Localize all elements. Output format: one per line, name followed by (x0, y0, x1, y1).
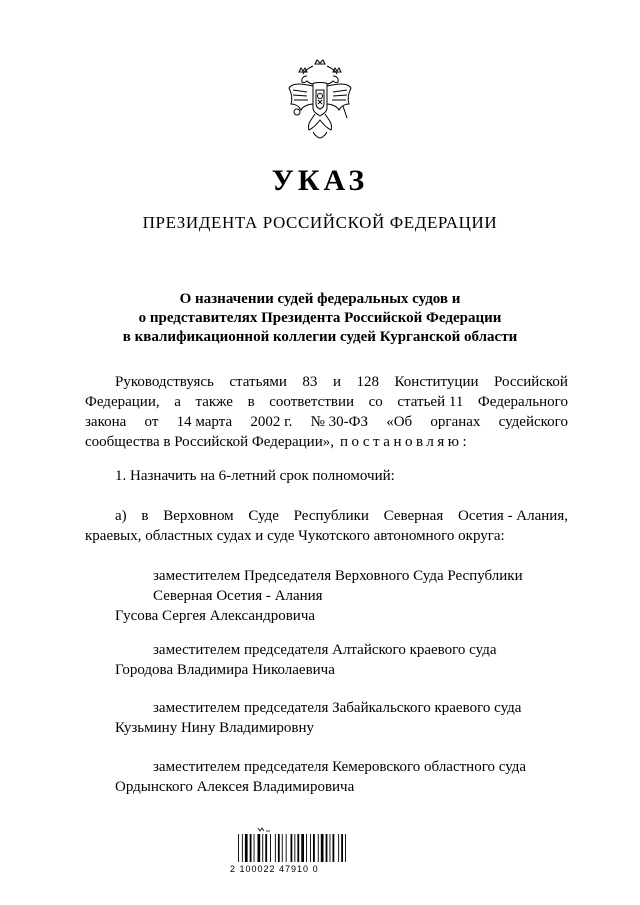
preamble-text: сообщества в Российской Федерации», (85, 434, 334, 450)
word: органах (430, 414, 481, 430)
issuer-subtitle: ПРЕЗИДЕНТА РОССИЙСКОЙ ФЕДЕРАЦИИ (142, 213, 498, 232)
preamble-line (85, 392, 568, 412)
word: Руководствуясь (115, 374, 214, 390)
resolution-word: постановляю: (339, 434, 471, 450)
heading-line: в квалификационной коллегии судей Курганской области (122, 329, 518, 345)
heading-line: о представителях Президента Российской Федерации (138, 310, 502, 326)
appointment-entry (115, 757, 526, 797)
barcode-number: 2 100022 47910 0 (230, 864, 319, 874)
word: Федерального (477, 394, 568, 410)
word: Верховном (163, 508, 234, 524)
word: Суде (248, 508, 279, 524)
preamble-line (85, 432, 568, 452)
word: в (141, 508, 149, 524)
decree-heading (90, 290, 550, 347)
word: «Об (386, 414, 413, 430)
word: в (247, 394, 255, 410)
heading-line: О назначении судей федеральных судов и (179, 291, 461, 307)
word: закона (85, 414, 127, 430)
word: Конституции (394, 374, 479, 390)
word: Федерации, (85, 394, 160, 410)
word: 83 (302, 374, 318, 390)
appointment-entry (115, 698, 521, 738)
appointee-name: Кузьмину Нину Владимировну (115, 720, 315, 736)
document-type-title: УКАЗ (271, 164, 369, 197)
word: 14 марта (176, 414, 233, 430)
appointment-position: заместителем Председателя Верховного Суда Республики (153, 568, 523, 584)
word: судейского (498, 414, 568, 430)
word: и (332, 374, 341, 390)
word: Северная (383, 508, 444, 524)
word: статьями (229, 374, 287, 390)
word: со (368, 394, 383, 410)
preamble-line (85, 372, 568, 392)
word: Российской (494, 374, 568, 390)
appointment-position-cont: Северная Осетия - Алания (153, 588, 323, 604)
word: Республики (293, 508, 369, 524)
appointee-name: Ордынского Алексея Владимировича (115, 779, 355, 795)
preamble-paragraph (85, 372, 568, 452)
appointment-position: заместителем председателя Алтайского краевого суда (153, 642, 497, 658)
appointment-entry (115, 640, 496, 680)
word: статьей 11 (397, 394, 464, 410)
appointee-name: Городова Владимира Николаевича (115, 662, 335, 678)
appointee-name: Гусова Сергея Александровича (115, 608, 316, 624)
word: № 30-ФЗ (310, 414, 368, 430)
clause-1: 1. Назначить на 6-летний срок полномочий: (115, 468, 395, 484)
preamble-line (85, 412, 568, 432)
word: а) (115, 508, 127, 524)
word: 128 (356, 374, 379, 390)
word: от (144, 414, 159, 430)
word: Осетия - Алания, (458, 508, 568, 524)
word: а (174, 394, 181, 410)
clause-a-line: краевых, областных судах и суде Чукотского автономного округа: (85, 528, 505, 544)
appointment-entry (115, 566, 523, 626)
word: также (195, 394, 233, 410)
clause-a-line (85, 506, 568, 526)
word: соответствии (269, 394, 355, 410)
appointment-position: заместителем председателя Забайкальского краевого суда (153, 700, 522, 716)
word: 2002 г. (250, 414, 293, 430)
coat-of-arms-emblem (285, 58, 355, 140)
appointment-position: заместителем председателя Кемеровского областного суда (153, 759, 527, 775)
clause-a (85, 506, 568, 546)
